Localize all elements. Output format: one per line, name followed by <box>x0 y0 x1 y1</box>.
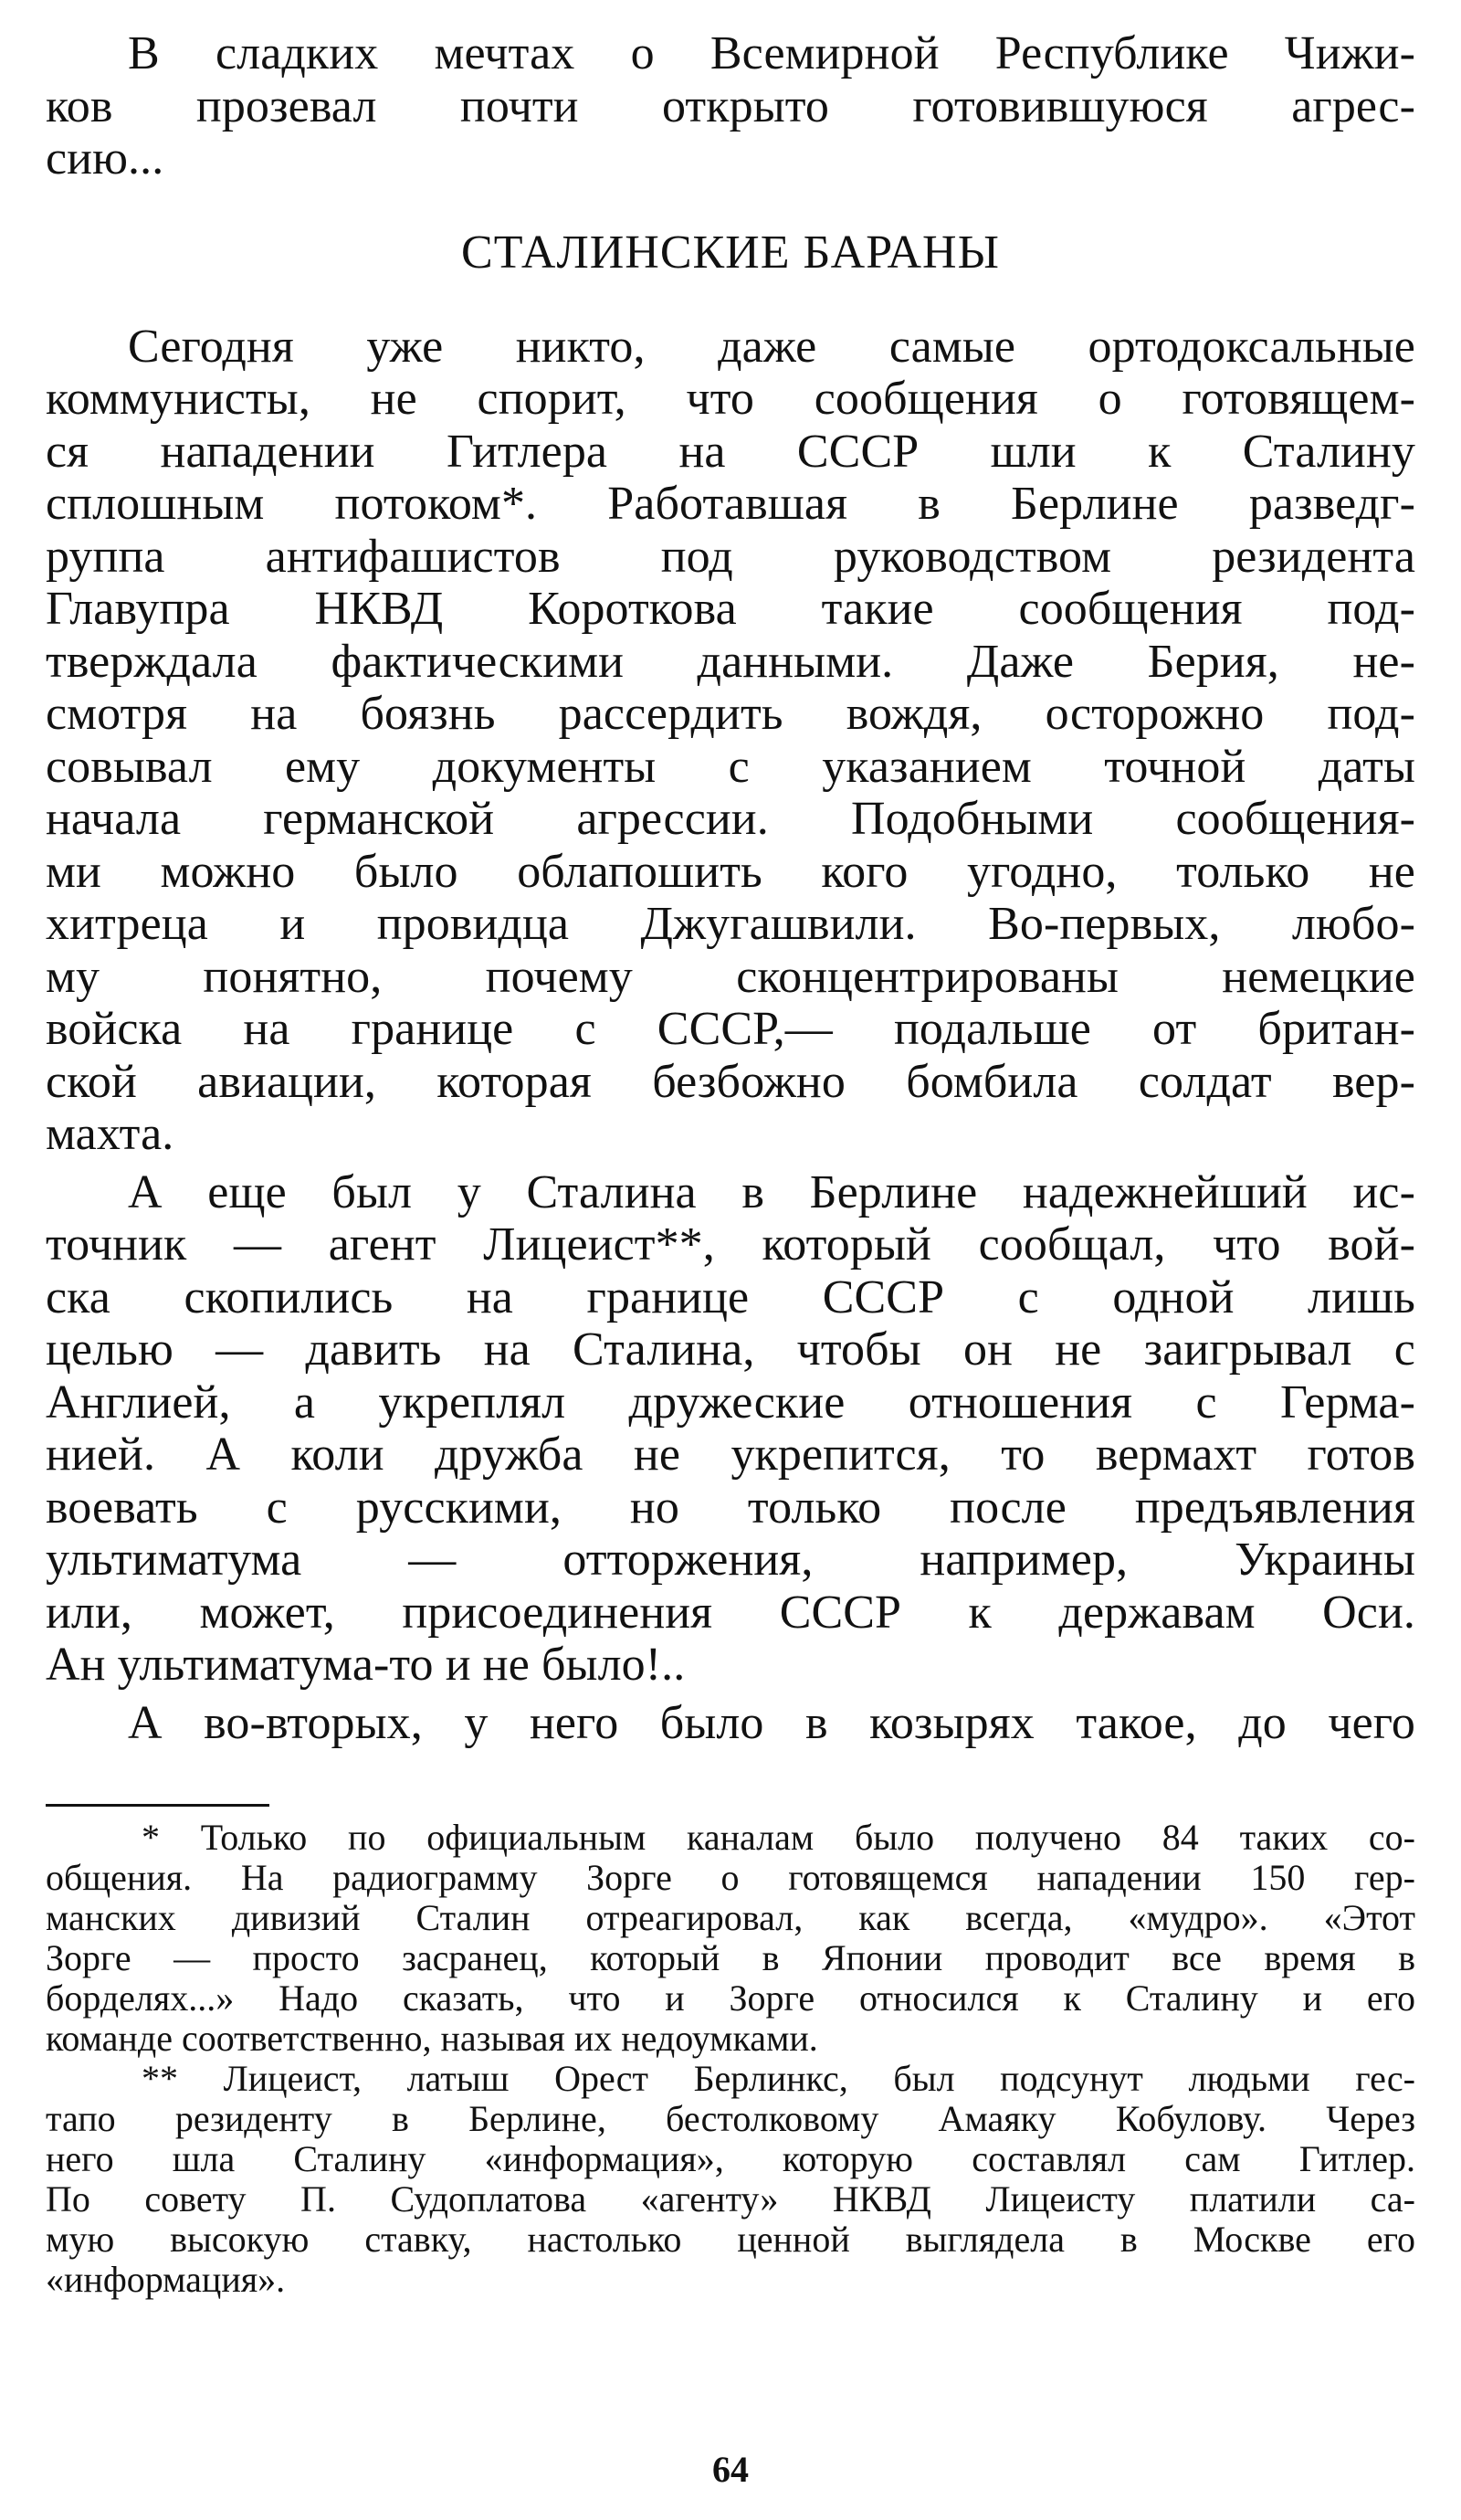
text-line: воевать с русскими, но только после предъявления <box>46 1481 1415 1534</box>
text-line: сплошным потоком*. Работавшая в Берлине разведг- <box>46 478 1415 530</box>
text-line: В сладких мечтах о Всемирной Республике Чижи- <box>128 27 1415 79</box>
footnote-line: манских дивизий Сталин отреагировал, как всегда, «мудро». «Этот <box>46 1897 1415 1938</box>
text-line: или, может, присоединения СССР к державам Оси. <box>46 1586 1415 1639</box>
text-line: совывал ему документы с указанием точной даты <box>46 740 1415 793</box>
footnote-line: команде соответственно, называя их недоумками. <box>46 2018 818 2059</box>
footnote-line: борделях...» Надо сказать, что и Зорге относился к Сталину и его <box>46 1977 1415 2019</box>
text-line: Ан ультиматума-то и не было!.. <box>46 1639 686 1691</box>
text-line: руппа антифашистов под руководством резидента <box>46 530 1415 583</box>
text-line: А во-вторых, у него было в козырях такое, до чего <box>128 1696 1415 1749</box>
text-line: точник — агент Лицеист**, который сообщал, что вой- <box>46 1218 1415 1271</box>
footnote-line: общения. На радиограмму Зорге о готовящемся нападении 150 гер- <box>46 1857 1415 1898</box>
text-line: ми можно было облапошить кого угодно, только не <box>46 845 1415 898</box>
text-line: Англией, а укреплял дружеские отношения с Герма- <box>46 1376 1415 1429</box>
text-line: Сегодня уже никто, даже самые ортодоксальные <box>128 320 1415 373</box>
text-line: ся нападении Гитлера на СССР шли к Сталину <box>46 425 1415 478</box>
paragraph-2 <box>46 1166 1415 1692</box>
footnote-1 <box>46 1818 1415 2059</box>
text-line: смотря на боязнь рассердить вождя, осторожно под- <box>46 688 1415 740</box>
text-line: сию... <box>46 132 164 185</box>
text-line: А еще был у Сталина в Берлине надежнейший ис- <box>128 1165 1415 1218</box>
text-line: ков прозевал почти открыто готовившуюся агрес- <box>46 79 1415 132</box>
footnote-line: тапо резиденту в Берлине, бестолковому Амаяку Кобулову. Через <box>46 2098 1415 2139</box>
text-line: хитреца и провидца Джугашвили. Во-первых, любо- <box>46 898 1415 950</box>
text-line: войска на границе с СССР,— подальше от британ- <box>46 1003 1415 1055</box>
paragraph-3 <box>46 1697 1415 1750</box>
footnote-2 <box>46 2059 1415 2300</box>
text-line: ультиматума — отторжения, например, Украины <box>46 1534 1415 1586</box>
text-line: нией. А коли дружба не укрепится, то вермахт готов <box>46 1429 1415 1481</box>
footnote-divider <box>46 1804 269 1807</box>
footnote-line: него шла Сталину «информация», которую составлял сам Гитлер. <box>46 2138 1415 2179</box>
footnote-line: мую высокую ставку, настолько ценной выглядела в Москве его <box>46 2219 1415 2260</box>
text-line: тверждала фактическими данными. Даже Берия, не- <box>46 635 1415 688</box>
text-line: начала германской агрессии. Подобными сообщения- <box>46 793 1415 845</box>
footnote-line: ** Лицеист, латыш Орест Берлинкс, был подсунут людьми гес- <box>142 2058 1415 2099</box>
text-line: коммунисты, не спорит, что сообщения о готовящем- <box>46 373 1415 425</box>
footnote-line: По совету П. Судоплатова «агенту» НКВД Лицеисту платили са- <box>46 2178 1415 2219</box>
footnote-line: * Только по официальным каналам было получено 84 таких со- <box>142 1817 1415 1858</box>
text-line: му понятно, почему сконцентрированы немецкие <box>46 950 1415 1003</box>
intro-paragraph <box>46 27 1415 185</box>
book-page <box>46 27 1415 2300</box>
page-number: 64 <box>712 2449 749 2490</box>
section-heading: СТАЛИНСКИЕ БАРАНЫ <box>461 226 1000 279</box>
text-line: Главупра НКВД Короткова такие сообщения под- <box>46 583 1415 635</box>
text-line: махта. <box>46 1108 174 1160</box>
footnote-line: «информация». <box>46 2259 286 2300</box>
text-line: целью — давить на Сталина, чтобы он не заигрывал с <box>46 1323 1415 1376</box>
text-line: ска скопились на границе СССР с одной лишь <box>46 1271 1415 1323</box>
paragraph-1 <box>46 321 1415 1161</box>
text-line: ской авиации, которая безбожно бомбила солдат вер- <box>46 1055 1415 1108</box>
footnote-line: Зорге — просто засранец, который в Японии проводит все время в <box>46 1937 1415 1978</box>
